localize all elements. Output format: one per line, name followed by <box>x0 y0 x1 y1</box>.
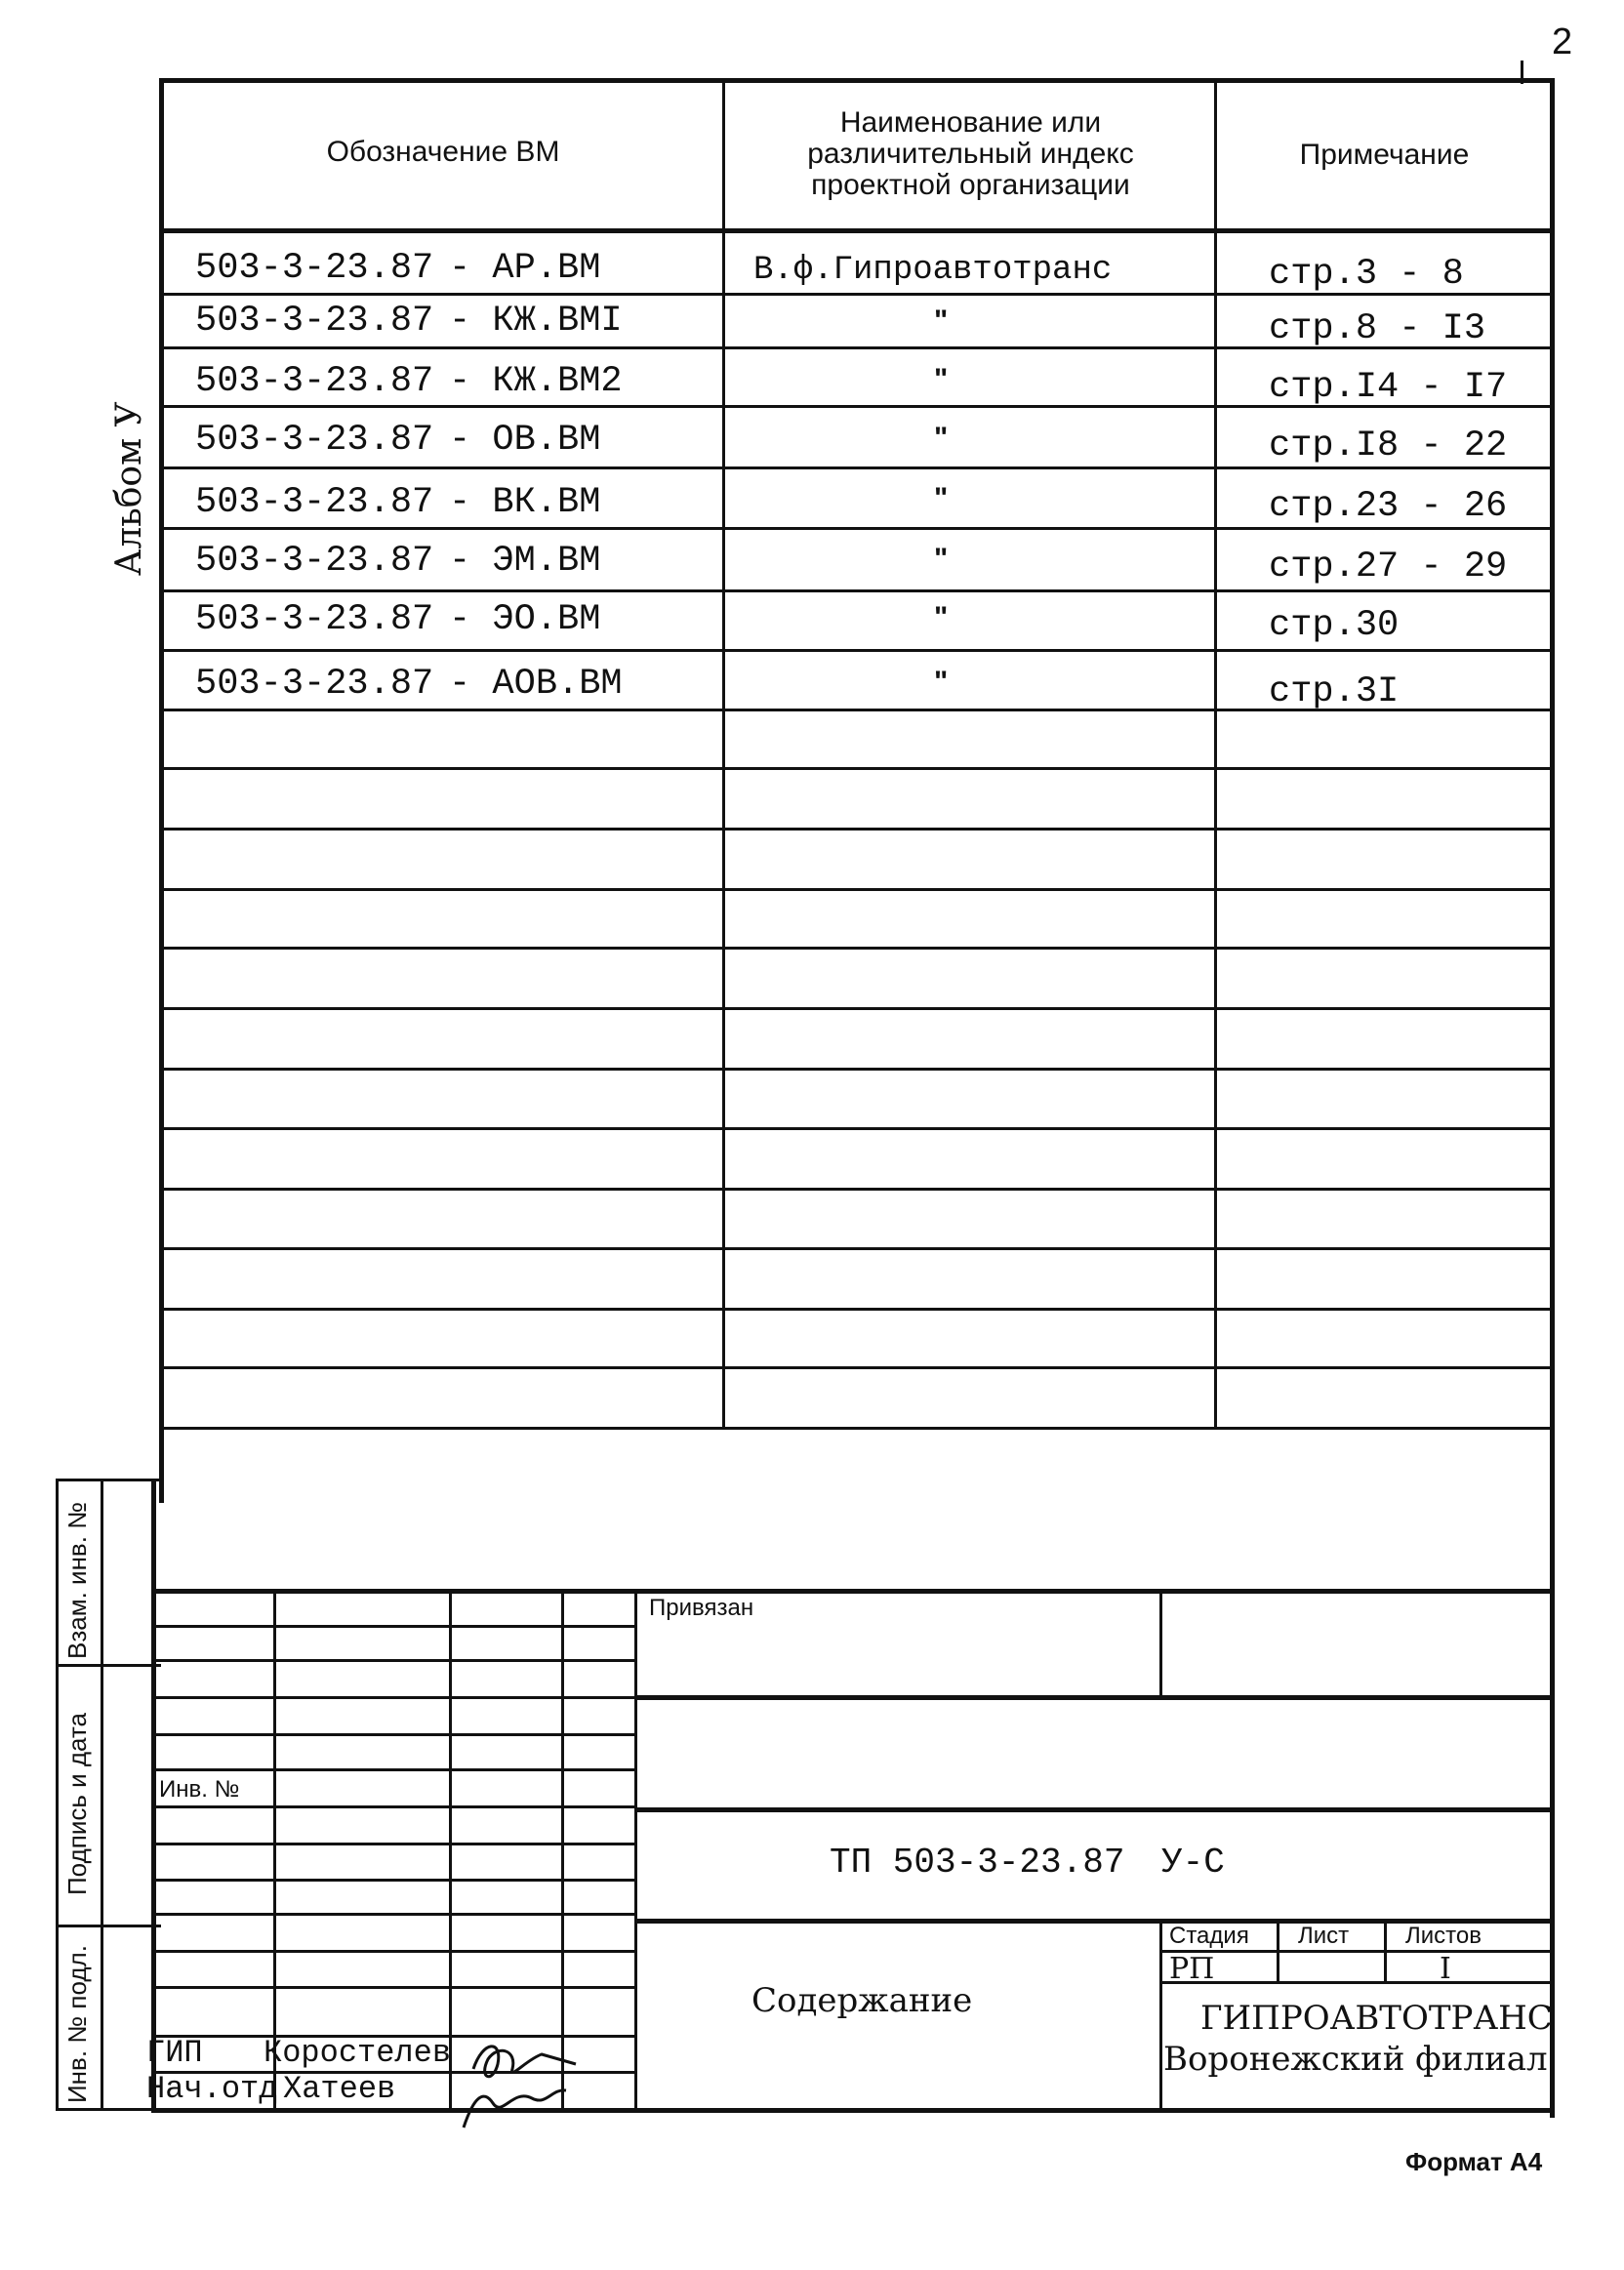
row-suffix: - ЭО.ВМ <box>449 599 601 640</box>
row-code: 503-3-23.87 <box>195 420 434 461</box>
row-org: " <box>934 543 949 575</box>
row-org: " <box>934 304 949 337</box>
row-suffix: - АР.ВМ <box>449 248 601 289</box>
row-code: 503-3-23.87 <box>195 248 434 289</box>
row-note: стр.I4 - I7 <box>1269 367 1508 408</box>
row-code: 503-3-23.87 <box>195 301 434 342</box>
sheets-value: I <box>1440 1952 1451 1986</box>
row-org: В.ф.Гипроавтотранс <box>753 252 1113 289</box>
row-note: стр.I8 - 22 <box>1269 426 1508 466</box>
row-code: 503-3-23.87 <box>195 482 434 523</box>
row-suffix: - КЖ.ВМI <box>449 301 623 342</box>
row-note: стр.30 <box>1269 605 1400 646</box>
doc-suffix: У-С <box>1161 1843 1225 1883</box>
sheet-label: Лист <box>1298 1923 1350 1949</box>
doc-code: ТП 503-3-23.87 <box>830 1843 1125 1883</box>
row-suffix: - ОВ.ВМ <box>449 420 601 461</box>
header-note: Примечание <box>1299 139 1470 171</box>
row-org: " <box>934 482 949 514</box>
row-org: " <box>934 666 949 698</box>
inv-no-label: Инв. № <box>159 1776 240 1803</box>
page-number: 2 <box>1552 21 1573 62</box>
album-label: Альбом У <box>109 401 149 576</box>
row-code: 503-3-23.87 <box>195 664 434 705</box>
sheets-label: Листов <box>1405 1923 1482 1949</box>
header-designation: Обозначение ВМ <box>326 136 560 168</box>
row-suffix: - ВК.ВМ <box>449 482 601 523</box>
podpis-data-label: Подпись и дата <box>62 1712 92 1895</box>
row-note: стр.23 - 26 <box>1269 486 1508 527</box>
row-suffix: - АОВ.ВМ <box>449 664 623 705</box>
signature-icon <box>444 2020 610 2137</box>
header-name: Наименование или различительный индекс проектной организации <box>807 106 1134 201</box>
stage-label: Стадия <box>1169 1923 1249 1949</box>
document-title: Содержание <box>751 1981 973 2020</box>
row-note: стр.27 - 29 <box>1269 547 1508 588</box>
name-korostelev: Коростелев <box>264 2035 452 2071</box>
row-code: 503-3-23.87 <box>195 361 434 402</box>
vzam-inv-label: Взам. инв. № <box>62 1501 92 1659</box>
org-branch: Воронежский филиал <box>1163 2040 1548 2079</box>
row-note: стр.3I <box>1269 671 1400 712</box>
row-org: " <box>934 363 949 395</box>
row-code: 503-3-23.87 <box>195 541 434 582</box>
row-org: " <box>934 422 949 454</box>
inv-podl-label: Инв. № подл. <box>62 1945 92 2103</box>
name-khateev: Хатеев <box>283 2071 396 2107</box>
role-nach-otd: Нач.отд <box>146 2071 278 2107</box>
row-suffix: - ЭМ.ВМ <box>449 541 601 582</box>
row-note: стр.3 - 8 <box>1269 254 1464 295</box>
row-org: " <box>934 601 949 633</box>
org-name: ГИПРОАВТОТРАНС <box>1200 1999 1553 2038</box>
format-label: Формат А4 <box>1405 2147 1543 2176</box>
privyazan-label: Привязан <box>649 1595 754 1621</box>
stage-value: РП <box>1169 1952 1215 1986</box>
row-code: 503-3-23.87 <box>195 599 434 640</box>
role-gip: ГИП <box>146 2035 203 2071</box>
row-suffix: - КЖ.ВМ2 <box>449 361 623 402</box>
row-note: стр.8 - I3 <box>1269 308 1486 349</box>
